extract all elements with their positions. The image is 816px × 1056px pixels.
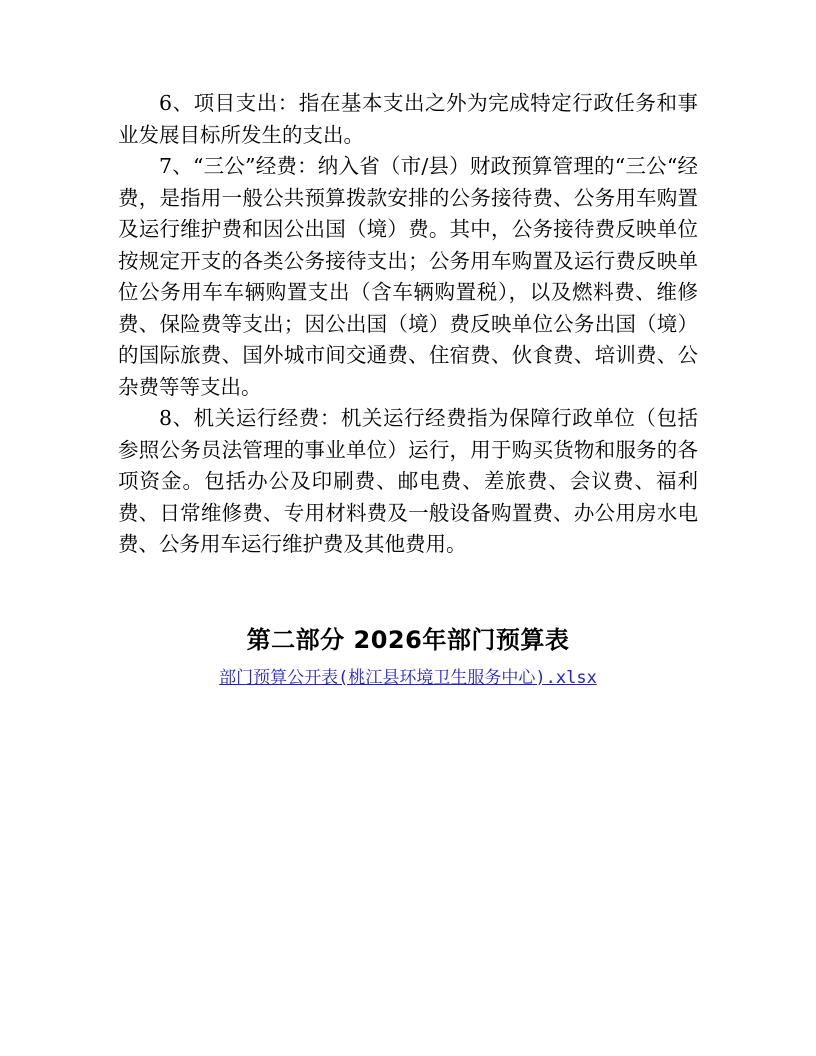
paragraph-item-7: 7、“三公”经费：纳入省（市/县）财政预算管理的“三公“经费，是指用一般公共预算拨款安排的公务接待费、公务用车购置及运行维护费和因公出国（境）费。其中，公务接待费反映单位按规定开支的各类公务接待支出；公务用车购置及运行费反映单位公务用车车辆购置支出（含车辆购置税），以及燃料费、维修费、保险费等支出；因公出国（境）费反映单位公务出国（境）的国际旅费、国外城市间交通费、住宿费、伙食费、培训费、公杂费等等支出。: [118, 154, 698, 399]
document-body: [118, 88, 698, 561]
attachment-link[interactable]: 部门预算公开表(桃江县环境卫生服务中心).xlsx: [219, 667, 597, 688]
paragraph-item-6: 6、项目支出：指在基本支出之外为完成特定行政任务和事业发展目标所发生的支出。: [118, 91, 698, 147]
paragraph-item-8: 8、机关运行经费：机关运行经费指为保障行政单位（包括参照公务员法管理的事业单位）运行，用于购买货物和服务的各项资金。包括办公及印刷费、邮电费、差旅费、会议费、福利费、日常维修费、专用材料费及一般设备购置费、办公用房水电费、公务用车运行维护费及其他费用。: [118, 406, 698, 556]
section-spacer: [118, 561, 698, 623]
attachment-row: [118, 663, 698, 688]
section-heading: 第二部分 2026年部门预算表: [246, 625, 570, 654]
